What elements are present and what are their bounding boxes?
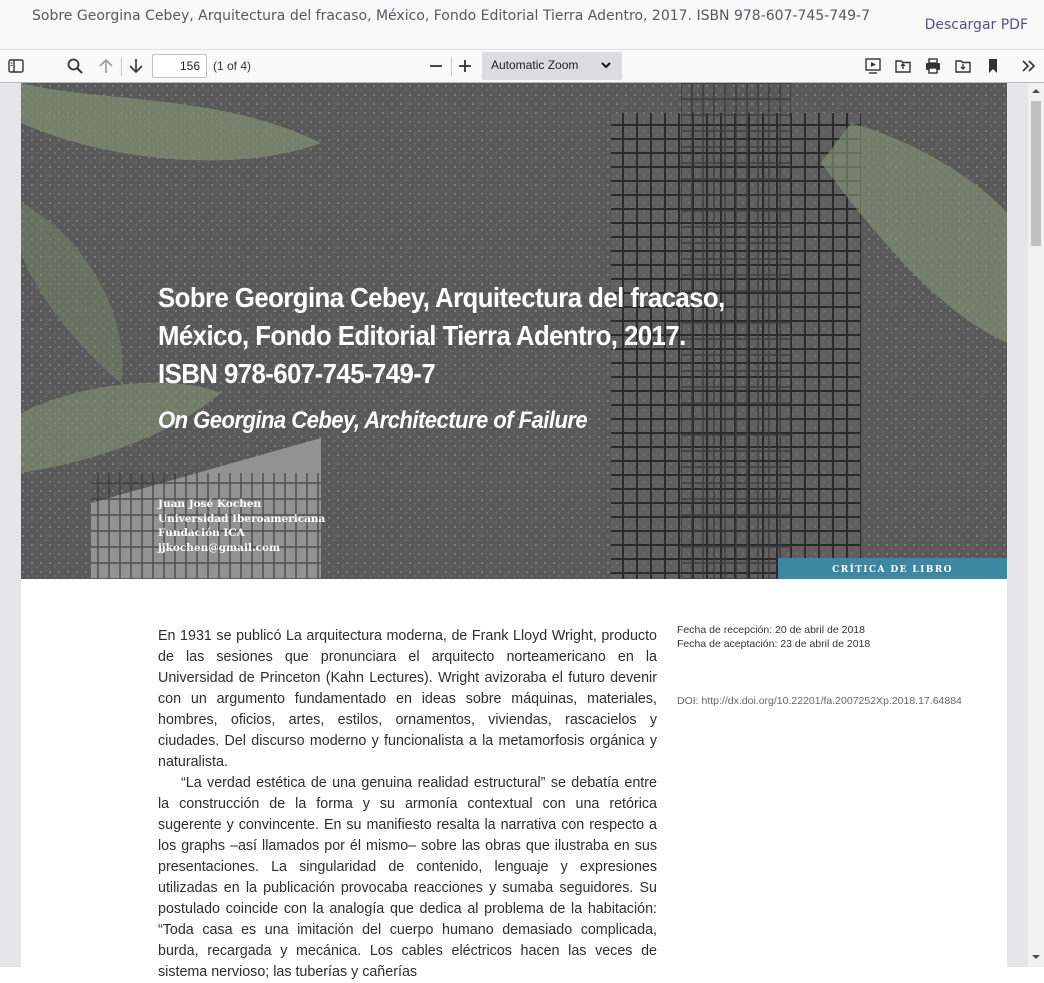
article-title-line: Sobre Georgina Cebey, Arquitectura del fracaso, [158, 282, 725, 313]
zoom-select-value: Automatic Zoom [491, 58, 579, 72]
cover-image [21, 83, 1007, 579]
viewer-header [0, 0, 1044, 50]
article-subtitle: On Georgina Cebey, Architecture of Failure [158, 407, 588, 434]
chevron-down-icon [600, 59, 612, 71]
body-paragraph: En 1931 se publicó La arquitectura moderna, de Frank Lloyd Wright, producto de las sesiones que pronunciara el arquitecto norteamericano en la Universidad de Princeton (Kahn Lectures). Wright avizoraba el futuro devenir con un argumento fundamentado en ideas sobre máquinas, materiales, hombres, oficios, artes, estilos, ornamentos, viviendas, rascacielos y ciudades. Del discurso moderno y funcionalista a la metamorfosis orgánica y naturalista. [158, 628, 657, 770]
article-title-line: México, Fondo Editorial Tierra Adentro, 2017. [158, 320, 686, 351]
zoom-select[interactable] [482, 52, 622, 80]
body-paragraph: “La verdad estética de una genuina realidad estructural” se debatía entre la construcción de la forma y su armonía contextual con una retórica sugerente y convincente. En su manifiesto resalta la narrativa con respecto a los graphs –así llamados por él mismo– sobre las obras que ilustraba en sus presentaciones. La singularidad de contenido, lenguaje y expresiones utilizadas en la publicación provocaba reacciones y sumaba seguidores. Su postulado coincide con la analogía que dedica al problema de la habitación: “Toda casa es una imitación del cuerpo humano demasiado complicada, burda, recargada y mecánica. Los cables eléctricos hacen las veces de sistema nervioso; las tuberías y cañerías [158, 775, 657, 980]
author-name: Juan José Kochen [158, 498, 262, 510]
double-chevron-right-icon[interactable] [1016, 54, 1040, 78]
presentation-icon[interactable] [861, 54, 885, 78]
zoom-in-icon[interactable] [453, 54, 477, 78]
received-date: Fecha de recepción: 20 de abril de 2018 [677, 624, 865, 636]
pdf-page [21, 83, 1007, 980]
zoom-out-icon[interactable] [424, 54, 448, 78]
arrow-up-icon[interactable] [94, 54, 118, 78]
article-body [158, 626, 657, 983]
page-count-label: (1 of 4) [213, 59, 252, 73]
toolbar-separator [451, 57, 452, 76]
scrollbar-thumb[interactable] [1031, 101, 1041, 246]
accepted-date: Fecha de aceptación: 23 de abril de 2018 [677, 638, 871, 650]
open-file-icon[interactable] [891, 54, 915, 78]
doi-link[interactable]: DOI: http://dx.doi.org/10.22201/fa.2007252Xp.2018.17.64884 [677, 695, 962, 707]
author-email: jjkochen@gmail.com [158, 541, 281, 554]
download-icon[interactable] [951, 54, 975, 78]
download-pdf-link[interactable]: Descargar PDF [924, 17, 1028, 33]
author-affiliation: Universidad Iberoamericana [158, 512, 326, 525]
author-affiliation: Fundación ICA [158, 527, 245, 539]
article-title [158, 279, 747, 393]
document-title: Sobre Georgina Cebey, Arquitectura del fracaso, México, Fondo Editorial Tierra Adentro, 2017. ISBN 978-607-745-749-7 [32, 8, 870, 24]
toolbar-separator [121, 57, 122, 76]
scroll-down-arrow-icon[interactable] [1032, 953, 1040, 961]
search-icon[interactable] [63, 54, 87, 78]
section-badge: CRÍTICA DE LIBRO [778, 558, 1007, 579]
author-block [158, 497, 325, 555]
scroll-up-arrow-icon[interactable] [1032, 87, 1040, 95]
sidebar-toggle-icon[interactable] [4, 54, 28, 78]
document-viewer[interactable] [0, 83, 1028, 980]
bookmark-icon[interactable] [981, 54, 1005, 78]
print-icon[interactable] [921, 54, 945, 78]
vertical-scrollbar[interactable] [1028, 83, 1044, 967]
article-title-line: ISBN 978-607-745-749-7 [158, 358, 436, 389]
page-number-input[interactable] [152, 54, 207, 78]
article-dates [677, 623, 870, 651]
arrow-down-icon[interactable] [124, 54, 148, 78]
